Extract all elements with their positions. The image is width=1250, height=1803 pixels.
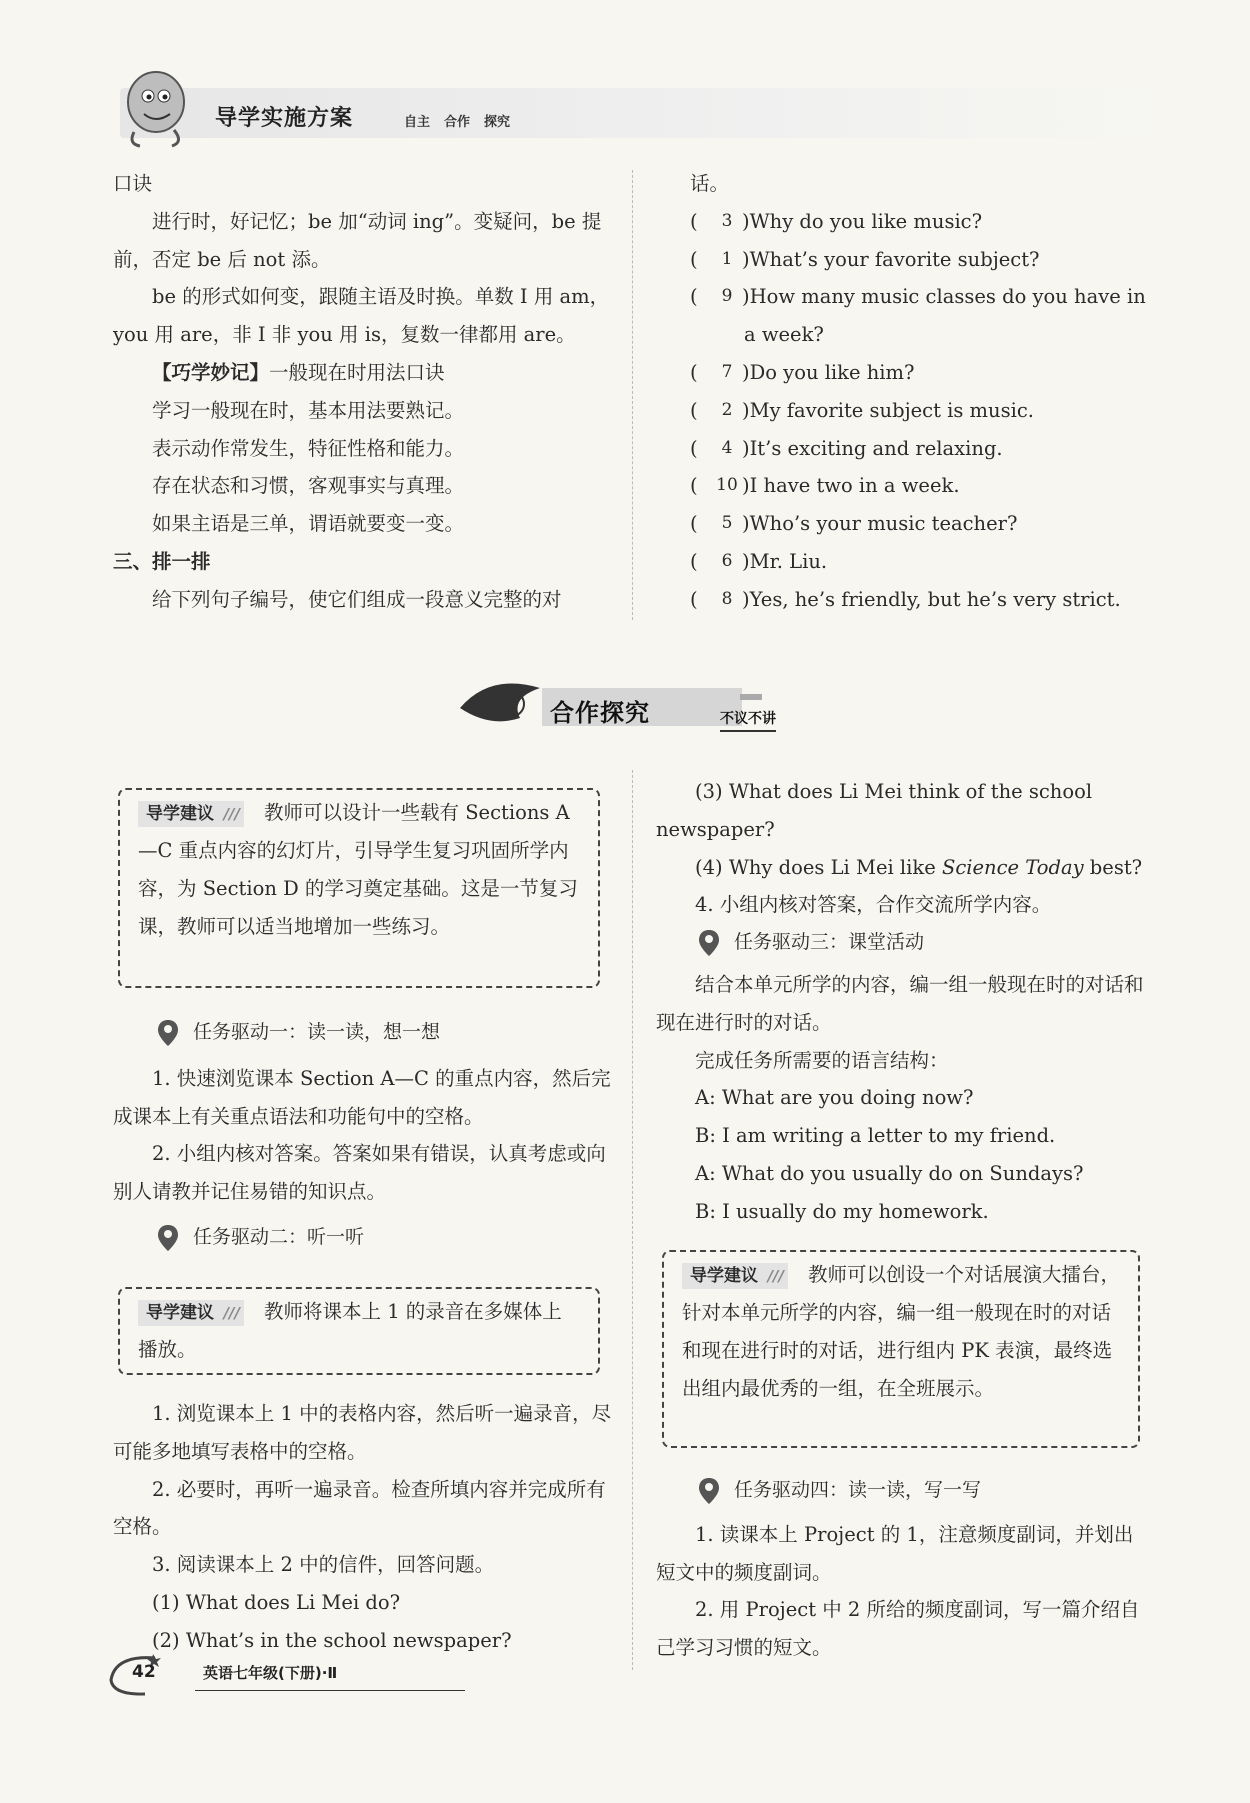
book-title: 英语七年级(下册)·Ⅱ (203, 1664, 338, 1682)
task-two-step-4: 4. 小组内核对答案，合作交流所学内容。 (695, 893, 1052, 917)
order-sentence: Do you like him? (749, 360, 915, 384)
rhyme-line: 如果主语是三单，谓语就要变一变。 (152, 512, 465, 536)
language-structures-label: 完成任务所需要的语言结构： (695, 1048, 949, 1072)
right-top-column (690, 165, 1160, 619)
task-one-step-1: 1. 快速浏览课本 Section A—C 的重点内容，然后完成课本上有关重点语法和功能句中的空格。 (113, 1066, 611, 1128)
ordering-item: ( 5 )Who’s your music teacher? (690, 505, 1160, 543)
ordering-item: ( 8 )Yes, he’s friendly, but he’s very strict. (690, 581, 1160, 619)
location-pin-icon (157, 1019, 179, 1047)
order-sentence: Mr. Liu. (749, 549, 828, 573)
section-banner-title: 合作探究 (550, 699, 650, 727)
task-four-step-2: 2. 用 Project 中 2 所给的频度副词，写一篇介绍自己学习习惯的短文。 (656, 1598, 1140, 1660)
task-one-step-2: 2. 小组内核对答案。答案如果有错误，认真考虑或向别人请教并记住易错的知识点。 (113, 1142, 606, 1204)
dialogue-line: B: I usually do my homework. (695, 1199, 989, 1223)
task-three-heading (698, 924, 1152, 962)
order-number: 2 (721, 399, 733, 420)
magazine-title: Science Today (941, 855, 1084, 879)
task-four-block (656, 1472, 1152, 1667)
task-one-heading (157, 1014, 615, 1052)
dialogue-line: A: What do you usually do on Sundays? (695, 1161, 1084, 1185)
ordering-item: ( 1 )What’s your favorite subject? (690, 241, 1160, 279)
task-two-step-2: 2. 必要时，再听一遍录音。检查所填内容并完成所有空格。 (113, 1477, 606, 1539)
ordering-item: ( 9 )How many music classes do you have in (690, 278, 1160, 316)
order-sentence: I have two in a week. (749, 474, 960, 498)
order-sentence: Yes, he’s friendly, but he’s very strict. (749, 587, 1121, 611)
location-pin-icon (157, 1224, 179, 1252)
order-number: 8 (721, 588, 733, 609)
instruction-continued: 话。 (690, 172, 730, 195)
order-sentence-continued: a week? (744, 323, 824, 347)
task-three-title: 任务驱动三：课堂活动 (734, 931, 925, 954)
rhyme-line: 表示动作常发生，特征性格和能力。 (152, 436, 465, 460)
rhyme-be-forms: be 的形式如何变，跟随主语及时换。单数 I 用 am，you 用 are，非 I 非 you 用 is，复数一律都用 are。 (113, 285, 610, 347)
right-bottom-column (656, 773, 1152, 1231)
dialogue-line: A: What are you doing now? (695, 1086, 974, 1110)
mascot-icon (114, 62, 194, 150)
rhyme-progressive: 进行时，好记忆；be 加“动词 ing”。变疑问，be 提前，否定 be 后 not 添。 (113, 209, 602, 271)
order-sentence: How many music classes do you have in (749, 285, 1146, 309)
suggestion-box-2 (118, 1287, 600, 1375)
order-sentence: Why do you like music? (749, 209, 983, 233)
tip-label: 【巧学妙记】 (152, 360, 270, 384)
task-two-body (113, 1395, 615, 1660)
dialogue-line: B: I am writing a letter to my friend. (695, 1124, 1056, 1148)
ordering-item: ( 4 )It’s exciting and relaxing. (690, 430, 1160, 468)
rhyme-line: 学习一般现在时，基本用法要熟记。 (152, 398, 465, 422)
question-3: (3) What does Li Mei think of the school newspaper? (656, 780, 1093, 841)
suggestion-tag: 导学建议 /// (682, 1263, 788, 1289)
suggestion-box-3 (662, 1250, 1140, 1448)
order-sentence: Who’s your music teacher? (749, 512, 1018, 536)
page-number: 42 (132, 1662, 156, 1682)
suggestion-tag: 导学建议 /// (138, 1300, 244, 1326)
footer-rule (195, 1690, 465, 1691)
task-two-title: 任务驱动二：听一听 (193, 1225, 365, 1248)
suggestion-text: 教师将课本上 1 的录音在多媒体上播放。 (138, 1300, 562, 1361)
column-divider-top (632, 170, 633, 620)
ordering-item: ( 3 )Why do you like music? (690, 203, 1160, 241)
header-sub-3: 探究 (484, 115, 511, 130)
column-divider-bottom (632, 770, 633, 1670)
suggestion-text: 教师可以设计一些载有 Sections A—C 重点内容的幻灯片，引导学生复习巩固所学内容，为 Section D 的学习奠定基础。这是一节复习课，教师可以适当地增加一些练习。 (138, 801, 578, 938)
task-four-heading (698, 1472, 1152, 1510)
suggestion-text: 教师可以创设一个对话展演大擂台，针对本单元所学的内容，编一组一般现在时的对话和现在进行时的对话，进行组内 PK 表演，最终选出组内最优秀的一组，在全班展示。 (682, 1263, 1121, 1400)
order-sentence: It’s exciting and relaxing. (749, 436, 1003, 460)
order-number: 3 (721, 210, 733, 231)
location-pin-icon (698, 929, 720, 957)
order-sentence: My favorite subject is music. (749, 398, 1034, 422)
suggestion-tag: 导学建议 /// (138, 801, 244, 827)
task-two-step-1: 1. 浏览课本上 1 中的表格内容，然后听一遍录音，尽可能多地填写表格中的空格。 (113, 1402, 612, 1463)
order-number: 4 (721, 437, 733, 458)
suggestion-box-1 (118, 788, 600, 988)
header-sub-2: 合作 (444, 115, 471, 130)
ordering-item-continued (690, 316, 1160, 354)
order-number: 9 (721, 286, 733, 307)
ordering-item: ( 7 )Do you like him? (690, 354, 1160, 392)
ordering-instruction: 给下列句子编号，使它们组成一段意义完整的对 (152, 587, 562, 611)
order-number: 1 (721, 248, 733, 269)
order-number: 7 (721, 361, 733, 382)
ordering-item: ( 2 )My favorite subject is music. (690, 392, 1160, 430)
section-banner-subtitle: 不议不讲 (720, 708, 776, 732)
order-number: 10 (716, 475, 738, 496)
question-4-part: (4) Why does Li Mei like (695, 855, 942, 879)
order-sentence: What’s your favorite subject? (749, 247, 1040, 271)
question-4-part: best? (1083, 855, 1143, 879)
header-sub-1: 自主 (404, 115, 431, 130)
order-number: 5 (721, 513, 733, 534)
task-three-desc: 结合本单元所学的内容，编一组一般现在时的对话和现在进行时的对话。 (656, 972, 1144, 1034)
task-two-heading (157, 1219, 615, 1257)
task-one-block (113, 1014, 615, 1257)
task-four-step-1: 1. 读课本上 Project 的 1，注意频度副词，并划出短文中的频度副词。 (656, 1522, 1134, 1584)
task-four-title: 任务驱动四：读一读，写一写 (734, 1479, 982, 1501)
header-title: 导学实施方案 (215, 106, 354, 131)
question-4 (656, 849, 1152, 887)
ordering-item: ( 6 )Mr. Liu. (690, 543, 1160, 581)
question-2: (2) What’s in the school newspaper? (152, 1628, 512, 1652)
header-subtitle (404, 111, 524, 130)
task-two-step-3: 3. 阅读课本上 2 中的信件，回答问题。 (152, 1553, 495, 1577)
rhyme-line: 存在状态和习惯，客观事实与真理。 (152, 474, 465, 498)
rhyme-heading: 口诀 (113, 172, 153, 195)
left-top-column (113, 165, 615, 619)
tip-line (113, 354, 615, 392)
task-one-title: 任务驱动一：读一读，想一想 (193, 1021, 441, 1043)
tip-text: 一般现在时用法口诀 (269, 360, 445, 384)
section-three-heading: 三、排一排 (113, 549, 211, 573)
ordering-item: ( 10 )I have two in a week. (690, 467, 1160, 505)
question-1: (1) What does Li Mei do? (152, 1590, 401, 1614)
order-number: 6 (721, 550, 733, 571)
location-pin-icon (698, 1477, 720, 1505)
